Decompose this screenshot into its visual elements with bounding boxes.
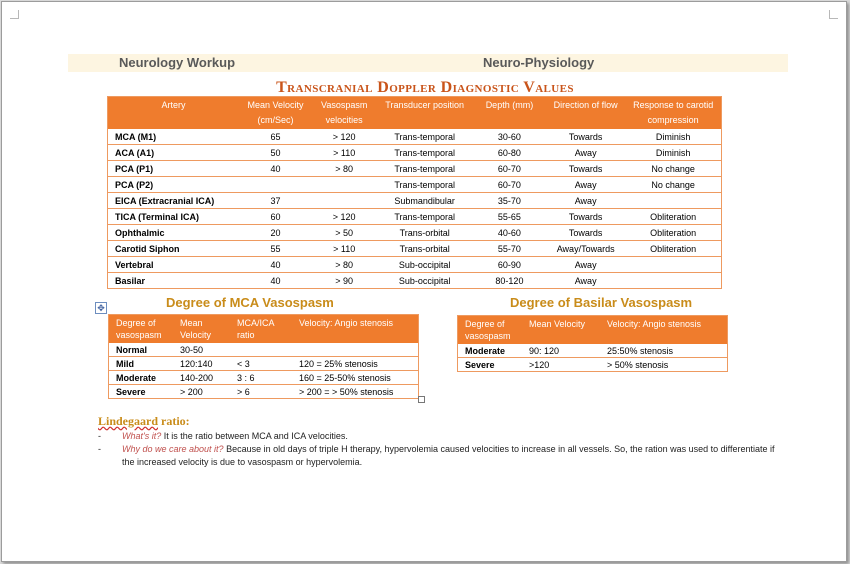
row-label-cell: PCA (P1) (108, 161, 239, 177)
table-cell: 40 (239, 257, 312, 273)
table-cell: 60-70 (473, 161, 546, 177)
row-label-cell: Moderate (458, 344, 523, 358)
table-cell: 120 = 25% stenosis (292, 357, 419, 371)
table-cell: Diminish (625, 129, 721, 145)
column-header: Mean Velocity (173, 315, 230, 344)
table-cell (625, 257, 721, 273)
table-row (109, 385, 419, 399)
table-cell: > 200 (173, 385, 230, 399)
column-header: MCA/ICA ratio (230, 315, 292, 344)
table-cell (230, 343, 292, 357)
table-cell (312, 193, 376, 209)
basilar-vasospasm-table (457, 315, 728, 372)
table-cell: 3 : 6 (230, 371, 292, 385)
table-cell: Away (546, 193, 625, 209)
row-label-cell: MCA (M1) (108, 129, 239, 145)
row-label-cell: Moderate (109, 371, 174, 385)
header-left-title: Neurology Workup (119, 55, 236, 70)
mca-vasospasm-title: Degree of MCA Vasospasm (166, 295, 334, 310)
table-row (108, 225, 722, 241)
table-cell: 60-70 (473, 177, 546, 193)
header-right-title: Neuro-Physiology (483, 55, 595, 70)
table-cell: Towards (546, 209, 625, 225)
table-cell: 40 (239, 161, 312, 177)
table-cell: > 110 (312, 145, 376, 161)
table-row (108, 161, 722, 177)
table-cell: 80-120 (473, 273, 546, 289)
table-cell: > 110 (312, 241, 376, 257)
table-cell: Towards (546, 161, 625, 177)
table-cell: Trans-temporal (376, 145, 473, 161)
tcd-header-row (108, 97, 722, 130)
table-cell: > 120 (312, 209, 376, 225)
table-cell: Away (546, 177, 625, 193)
table-cell: 140-200 (173, 371, 230, 385)
table-cell: Towards (546, 129, 625, 145)
row-label-cell: PCA (P2) (108, 177, 239, 193)
table-cell: Trans-temporal (376, 209, 473, 225)
table-cell: 40 (239, 273, 312, 289)
list-item (98, 430, 778, 443)
bullet-text: It is the ratio between MCA and ICA velocities. (161, 431, 348, 441)
table-cell: Sub-occipital (376, 273, 473, 289)
table-cell: Trans-temporal (376, 177, 473, 193)
table-cell (625, 273, 721, 289)
column-header: Transducer position (376, 97, 473, 130)
table-cell: 120:140 (173, 357, 230, 371)
table-cell (625, 193, 721, 209)
row-label-cell: Severe (109, 385, 174, 399)
table-move-handle-icon[interactable]: ✥ (95, 302, 107, 314)
table-cell: Obliteration (625, 225, 721, 241)
table-cell: Trans-temporal (376, 129, 473, 145)
table-cell: > 80 (312, 161, 376, 177)
mca-header-row (109, 315, 419, 344)
table-cell (292, 343, 419, 357)
table-row (108, 273, 722, 289)
lindegaard-title-rest: ratio: (158, 414, 190, 428)
table-cell: Obliteration (625, 209, 721, 225)
basilar-header-row (458, 316, 728, 345)
table-cell: 25:50% stenosis (600, 344, 728, 358)
table-cell: 37 (239, 193, 312, 209)
table-cell: 30-50 (173, 343, 230, 357)
column-header: Direction of flow (546, 97, 625, 130)
column-header: Velocity: Angio stenosis (600, 316, 728, 345)
table-cell: Away (546, 257, 625, 273)
basilar-vasospasm-title: Degree of Basilar Vasospasm (510, 295, 693, 310)
column-header: Artery (108, 97, 239, 130)
table-cell: > 50% stenosis (600, 358, 728, 372)
table-resize-handle[interactable] (418, 396, 425, 403)
table-row (458, 358, 728, 372)
table-row (109, 357, 419, 371)
table-row (108, 129, 722, 145)
table-cell: 55-65 (473, 209, 546, 225)
row-label-cell: Ophthalmic (108, 225, 239, 241)
column-header: Mean Velocity (cm/Sec) (239, 97, 312, 130)
table-cell: < 3 (230, 357, 292, 371)
table-row (458, 344, 728, 358)
page-corner-mark (10, 10, 19, 19)
row-label-cell: Normal (109, 343, 174, 357)
table-cell: 60-80 (473, 145, 546, 161)
row-label-cell: Vertebral (108, 257, 239, 273)
table-cell: Diminish (625, 145, 721, 161)
tcd-table (107, 96, 722, 289)
lindegaard-bullets (98, 430, 778, 469)
column-header: Depth (mm) (473, 97, 546, 130)
table-cell: Trans-orbital (376, 225, 473, 241)
table-row (108, 145, 722, 161)
bullet-text: Because in old days of triple H therapy, hypervolemia caused velocities to increase in all vessels. So, the ration was used to differentiate if the increased velocity is due to vasospasm or hypervolemia. (122, 444, 775, 467)
column-header: Vasospasm velocities (312, 97, 376, 130)
row-label-cell: Basilar (108, 273, 239, 289)
tcd-table-title: Transcranial Doppler Diagnostic Values (276, 79, 574, 96)
mca-vasospasm-table (108, 314, 419, 399)
table-cell: 35-70 (473, 193, 546, 209)
table-cell: >120 (522, 358, 600, 372)
table-row (109, 343, 419, 357)
table-cell: Submandibular (376, 193, 473, 209)
table-cell (312, 177, 376, 193)
table-cell: Obliteration (625, 241, 721, 257)
column-header: Velocity: Angio stenosis (292, 315, 419, 344)
column-header: Degree of vasospasm (458, 316, 523, 345)
table-cell: Away/Towards (546, 241, 625, 257)
table-cell: Away (546, 273, 625, 289)
bullet-question: What's it? (122, 431, 162, 441)
page-header (68, 54, 788, 72)
bullet-dash: - (98, 431, 101, 441)
row-label-cell: ACA (A1) (108, 145, 239, 161)
table-cell: 65 (239, 129, 312, 145)
bullet-question: Why do we care about it? (122, 444, 224, 454)
table-cell: 55 (239, 241, 312, 257)
row-label-cell: Severe (458, 358, 523, 372)
table-cell: No change (625, 161, 721, 177)
table-cell: Trans-orbital (376, 241, 473, 257)
table-cell: No change (625, 177, 721, 193)
table-cell: > 120 (312, 129, 376, 145)
row-label-cell: EICA (Extracranial ICA) (108, 193, 239, 209)
table-cell: 55-70 (473, 241, 546, 257)
table-row (108, 177, 722, 193)
table-cell: 30-60 (473, 129, 546, 145)
table-row (108, 193, 722, 209)
column-header: Mean Velocity (522, 316, 600, 345)
table-cell: 40-60 (473, 225, 546, 241)
table-cell: 90: 120 (522, 344, 600, 358)
lindegaard-title-word: Lindegaard (98, 414, 159, 428)
table-cell: Towards (546, 225, 625, 241)
table-cell: > 6 (230, 385, 292, 399)
column-header: Degree of vasospasm (109, 315, 174, 344)
column-header: Response to carotid compression (625, 97, 721, 130)
page-corner-mark (829, 10, 838, 19)
table-cell: 50 (239, 145, 312, 161)
table-cell: 60 (239, 209, 312, 225)
table-row (108, 257, 722, 273)
list-item (98, 443, 778, 469)
table-cell: > 50 (312, 225, 376, 241)
table-cell: > 200 = > 50% stenosis (292, 385, 419, 399)
table-cell: Sub-occipital (376, 257, 473, 273)
table-cell: 60-90 (473, 257, 546, 273)
row-label-cell: Carotid Siphon (108, 241, 239, 257)
table-cell: 20 (239, 225, 312, 241)
row-label-cell: Mild (109, 357, 174, 371)
table-row (108, 209, 722, 225)
bullet-dash: - (98, 444, 101, 454)
table-cell: > 90 (312, 273, 376, 289)
table-row (108, 241, 722, 257)
row-label-cell: TICA (Terminal ICA) (108, 209, 239, 225)
lindegaard-title (98, 414, 190, 429)
table-cell: > 80 (312, 257, 376, 273)
table-cell (239, 177, 312, 193)
table-cell: Trans-temporal (376, 161, 473, 177)
table-cell: 160 = 25-50% stenosis (292, 371, 419, 385)
table-cell: Away (546, 145, 625, 161)
table-row (109, 371, 419, 385)
